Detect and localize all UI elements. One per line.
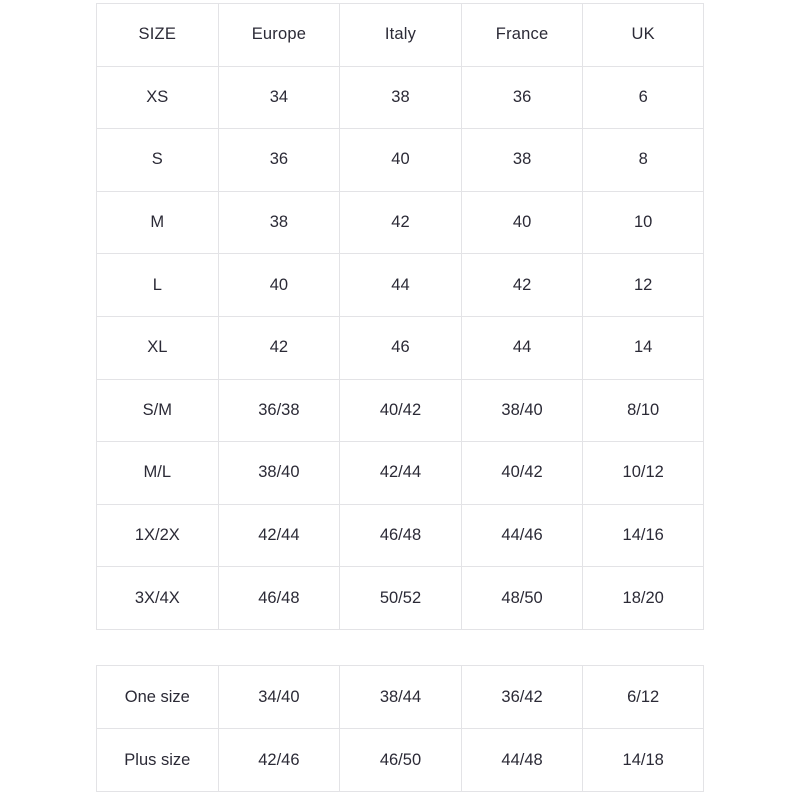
row-label-plus-size: Plus size bbox=[97, 729, 219, 792]
cell-s-uk: 8 bbox=[583, 129, 704, 192]
cell-m-italy: 42 bbox=[340, 191, 462, 254]
table-row bbox=[97, 66, 704, 129]
cell-xl-france: 44 bbox=[461, 316, 583, 379]
row-label-s-m: S/M bbox=[97, 379, 219, 442]
cell-xl-italy: 46 bbox=[340, 316, 462, 379]
cell-s-m-france: 38/40 bbox=[461, 379, 583, 442]
cell-xs-uk: 6 bbox=[583, 66, 704, 129]
cell-3x-4x-france: 48/50 bbox=[461, 567, 583, 630]
row-label-xl: XL bbox=[97, 316, 219, 379]
cell-xs-europe: 34 bbox=[218, 66, 340, 129]
cell-one-size-france: 36/42 bbox=[461, 666, 583, 729]
row-label-1x-2x: 1X/2X bbox=[97, 504, 219, 567]
cell-3x-4x-italy: 50/52 bbox=[340, 567, 462, 630]
cell-xl-uk: 14 bbox=[583, 316, 704, 379]
table-row bbox=[97, 254, 704, 317]
cell-m-l-italy: 42/44 bbox=[340, 442, 462, 505]
cell-s-m-uk: 8/10 bbox=[583, 379, 704, 442]
row-label-m-l: M/L bbox=[97, 442, 219, 505]
cell-l-italy: 44 bbox=[340, 254, 462, 317]
column-header-italy: Italy bbox=[340, 4, 462, 67]
cell-1x-2x-france: 44/46 bbox=[461, 504, 583, 567]
table-header-row bbox=[97, 4, 704, 67]
cell-l-europe: 40 bbox=[218, 254, 340, 317]
table-row bbox=[97, 379, 704, 442]
cell-s-france: 38 bbox=[461, 129, 583, 192]
cell-xs-italy: 38 bbox=[340, 66, 462, 129]
table-row bbox=[97, 567, 704, 630]
cell-s-italy: 40 bbox=[340, 129, 462, 192]
secondary-size-table-body bbox=[97, 666, 704, 792]
cell-s-m-italy: 40/42 bbox=[340, 379, 462, 442]
table-row bbox=[97, 316, 704, 379]
cell-m-uk: 10 bbox=[583, 191, 704, 254]
row-label-s: S bbox=[97, 129, 219, 192]
cell-m-l-uk: 10/12 bbox=[583, 442, 704, 505]
cell-m-l-france: 40/42 bbox=[461, 442, 583, 505]
cell-m-l-europe: 38/40 bbox=[218, 442, 340, 505]
cell-l-france: 42 bbox=[461, 254, 583, 317]
column-header-france: France bbox=[461, 4, 583, 67]
cell-xl-europe: 42 bbox=[218, 316, 340, 379]
cell-1x-2x-italy: 46/48 bbox=[340, 504, 462, 567]
cell-plus-size-italy: 46/50 bbox=[340, 729, 462, 792]
cell-one-size-uk: 6/12 bbox=[583, 666, 704, 729]
secondary-size-table bbox=[96, 665, 704, 792]
cell-1x-2x-europe: 42/44 bbox=[218, 504, 340, 567]
cell-plus-size-france: 44/48 bbox=[461, 729, 583, 792]
table-row bbox=[97, 442, 704, 505]
cell-one-size-italy: 38/44 bbox=[340, 666, 462, 729]
column-header-europe: Europe bbox=[218, 4, 340, 67]
cell-m-france: 40 bbox=[461, 191, 583, 254]
cell-s-europe: 36 bbox=[218, 129, 340, 192]
cell-plus-size-uk: 14/18 bbox=[583, 729, 704, 792]
cell-m-europe: 38 bbox=[218, 191, 340, 254]
row-label-one-size: One size bbox=[97, 666, 219, 729]
cell-plus-size-europe: 42/46 bbox=[218, 729, 340, 792]
cell-3x-4x-uk: 18/20 bbox=[583, 567, 704, 630]
column-header-size: SIZE bbox=[97, 4, 219, 67]
table-row bbox=[97, 191, 704, 254]
main-size-table bbox=[96, 3, 704, 630]
column-header-uk: UK bbox=[583, 4, 704, 67]
secondary-size-table-container bbox=[96, 665, 704, 792]
table-row bbox=[97, 666, 704, 729]
main-size-table-head bbox=[97, 4, 704, 67]
main-size-table-body bbox=[97, 66, 704, 629]
table-row bbox=[97, 504, 704, 567]
table-row bbox=[97, 729, 704, 792]
cell-l-uk: 12 bbox=[583, 254, 704, 317]
row-label-m: M bbox=[97, 191, 219, 254]
table-row bbox=[97, 129, 704, 192]
cell-xs-france: 36 bbox=[461, 66, 583, 129]
cell-3x-4x-europe: 46/48 bbox=[218, 567, 340, 630]
main-size-table-container bbox=[96, 3, 704, 630]
row-label-l: L bbox=[97, 254, 219, 317]
row-label-xs: XS bbox=[97, 66, 219, 129]
row-label-3x-4x: 3X/4X bbox=[97, 567, 219, 630]
cell-one-size-europe: 34/40 bbox=[218, 666, 340, 729]
cell-s-m-europe: 36/38 bbox=[218, 379, 340, 442]
cell-1x-2x-uk: 14/16 bbox=[583, 504, 704, 567]
